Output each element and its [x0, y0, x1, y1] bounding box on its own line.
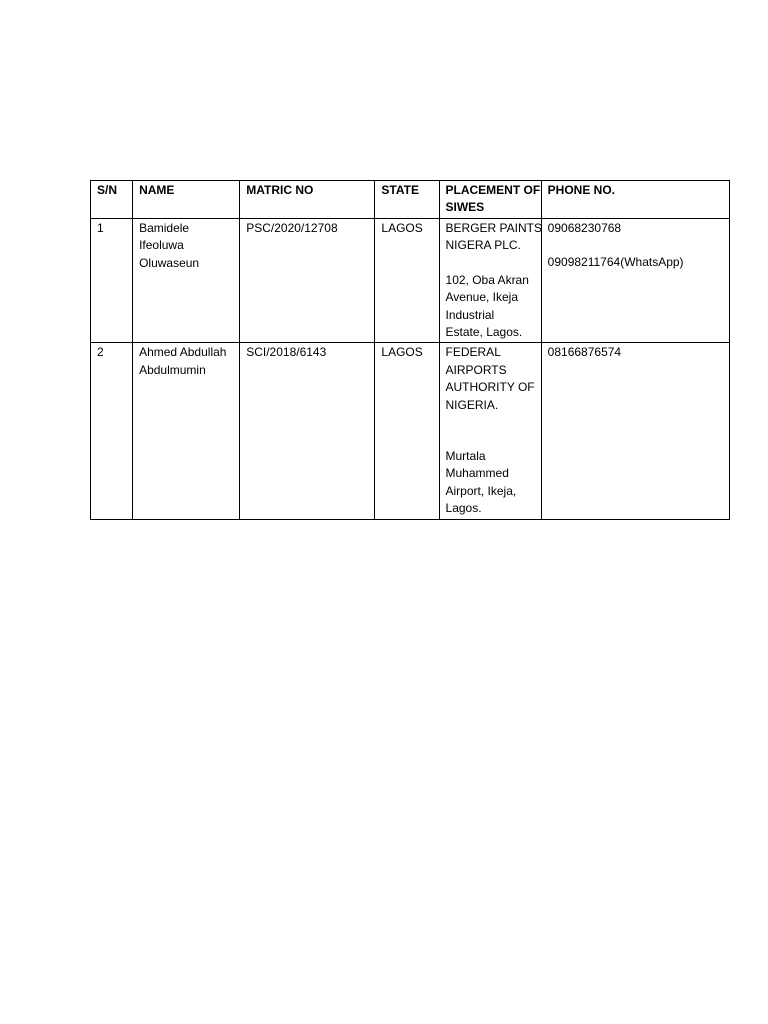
- header-placement: [439, 181, 541, 219]
- placement-spacer: [446, 414, 537, 448]
- phone-whatsapp: 09098211764(WhatsApp): [547, 255, 684, 270]
- phone-primary: 08166876574: [547, 345, 622, 360]
- placement-company-line: FEDERAL: [445, 345, 501, 360]
- placement-address-line: Murtala: [445, 449, 486, 464]
- placement-address-line: Lagos.: [445, 501, 482, 516]
- placement-company-line: BERGER PAINTS: [445, 221, 542, 235]
- placement-address-line: 102, Oba Akran: [445, 272, 529, 287]
- table-row: [91, 343, 730, 519]
- header-name: NAME: [133, 181, 240, 219]
- header-matric-no: MATRIC NO: [240, 181, 375, 219]
- header-sn: S/N: [91, 181, 133, 219]
- table-row: [91, 219, 730, 343]
- cell-name: [133, 219, 240, 343]
- placement-address-line: Industrial: [445, 307, 495, 322]
- placement-address-line: Muhammed: [445, 466, 509, 481]
- placement-address-line: Airport, Ikeja,: [445, 483, 517, 498]
- siwes-placement-table: [90, 180, 730, 520]
- name-line: Bamidele: [139, 221, 190, 235]
- cell-phone-no: [541, 343, 729, 519]
- cell-sn: 2: [91, 343, 133, 519]
- cell-state: LAGOS: [375, 219, 439, 343]
- header-phone-no: PHONE NO.: [541, 181, 729, 219]
- placement-company-line: AIRPORTS: [445, 362, 507, 377]
- name-line: Abdulmumin: [139, 362, 206, 377]
- placement-company-line: AUTHORITY OF: [445, 380, 535, 395]
- cell-placement: [439, 219, 541, 343]
- placement-address-line: Avenue, Ikeja: [445, 290, 519, 305]
- cell-name: [133, 343, 240, 519]
- cell-state: LAGOS: [375, 343, 439, 519]
- table-header-row: [91, 181, 730, 219]
- cell-phone-no: [541, 219, 729, 343]
- name-line: Oluwaseun: [139, 255, 200, 270]
- placement-address-line: Estate, Lagos.: [445, 325, 523, 340]
- header-placement-line-1: PLACEMENT OF: [445, 183, 541, 197]
- phone-spacer: [548, 237, 725, 254]
- cell-matric-no: SCI/2018/6143: [240, 343, 375, 519]
- placement-company-line: NIGERA PLC.: [445, 238, 521, 253]
- name-line: Ifeoluwa: [139, 238, 184, 253]
- cell-placement: [439, 343, 541, 519]
- header-state: STATE: [375, 181, 439, 219]
- name-line: Ahmed Abdullah: [139, 345, 227, 360]
- header-placement-line-2: SIWES: [445, 200, 485, 215]
- phone-primary: 09068230768: [547, 221, 622, 235]
- placement-spacer: [446, 255, 537, 272]
- cell-sn: 1: [91, 219, 133, 343]
- cell-matric-no: PSC/2020/12708: [240, 219, 375, 343]
- placement-company-line: NIGERIA.: [445, 397, 499, 412]
